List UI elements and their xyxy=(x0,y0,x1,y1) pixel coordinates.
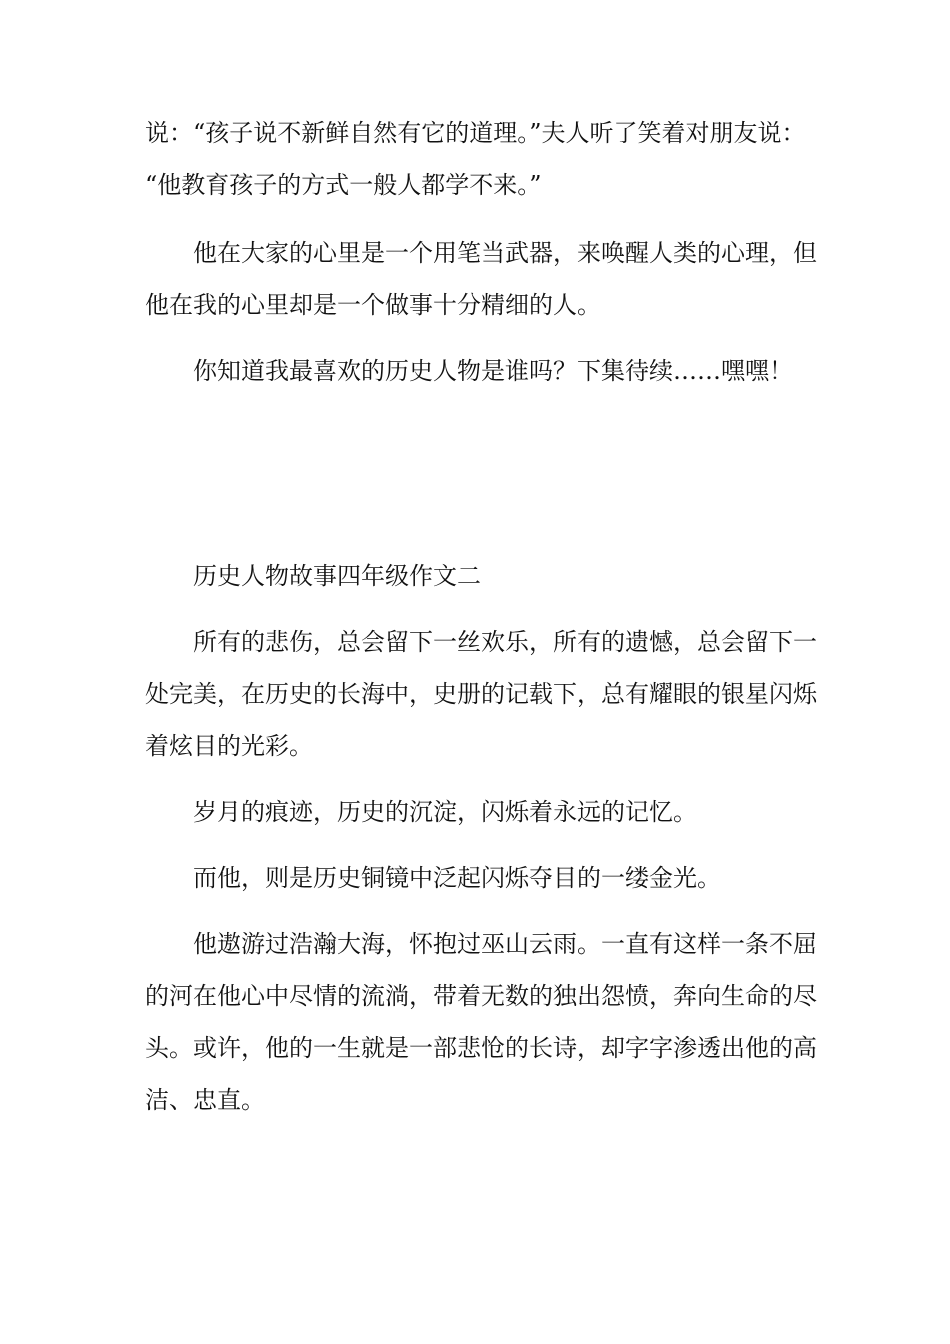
paragraph-line: 他遨游过浩瀚大海，怀抱过巫山云雨。一直有这样一条不屈 xyxy=(193,930,817,958)
paragraph-line: 着炫目的光彩。 xyxy=(145,732,313,760)
paragraph-line: 头。或许，他的一生就是一部悲怆的长诗，却字字渗透出他的高 xyxy=(145,1034,817,1062)
paragraph-line: 他在我的心里却是一个做事十分精细的人。 xyxy=(145,291,601,319)
paragraph-line: 你知道我最喜欢的历史人物是谁吗？下集待续……嘿嘿！ xyxy=(193,357,793,385)
paragraph-line: 岁月的痕迹，历史的沉淀，闪烁着永远的记忆。 xyxy=(193,798,697,826)
paragraph-line: 所有的悲伤，总会留下一丝欢乐，所有的遗憾，总会留下一 xyxy=(193,628,817,656)
paragraph-line: 他在大家的心里是一个用笔当武器，来唤醒人类的心理，但 xyxy=(193,239,817,267)
paragraph-line: 的河在他心中尽情的流淌，带着无数的独出怨愤，奔向生命的尽 xyxy=(145,982,817,1010)
paragraph-line: 说：“孩子说不新鲜自然有它的道理。”夫人听了笑着对朋友说： xyxy=(145,119,806,147)
paragraph-line: 处完美，在历史的长海中，史册的记载下，总有耀眼的银星闪烁 xyxy=(145,680,817,708)
paragraph-line: 洁、忠直。 xyxy=(145,1086,265,1114)
section-heading: 历史人物故事四年级作文二 xyxy=(193,562,481,590)
paragraph-line: “他教育孩子的方式一般人都学不来。” xyxy=(145,171,542,199)
paragraph-line: 而他，则是历史铜镜中泛起闪烁夺目的一缕金光。 xyxy=(193,864,721,892)
